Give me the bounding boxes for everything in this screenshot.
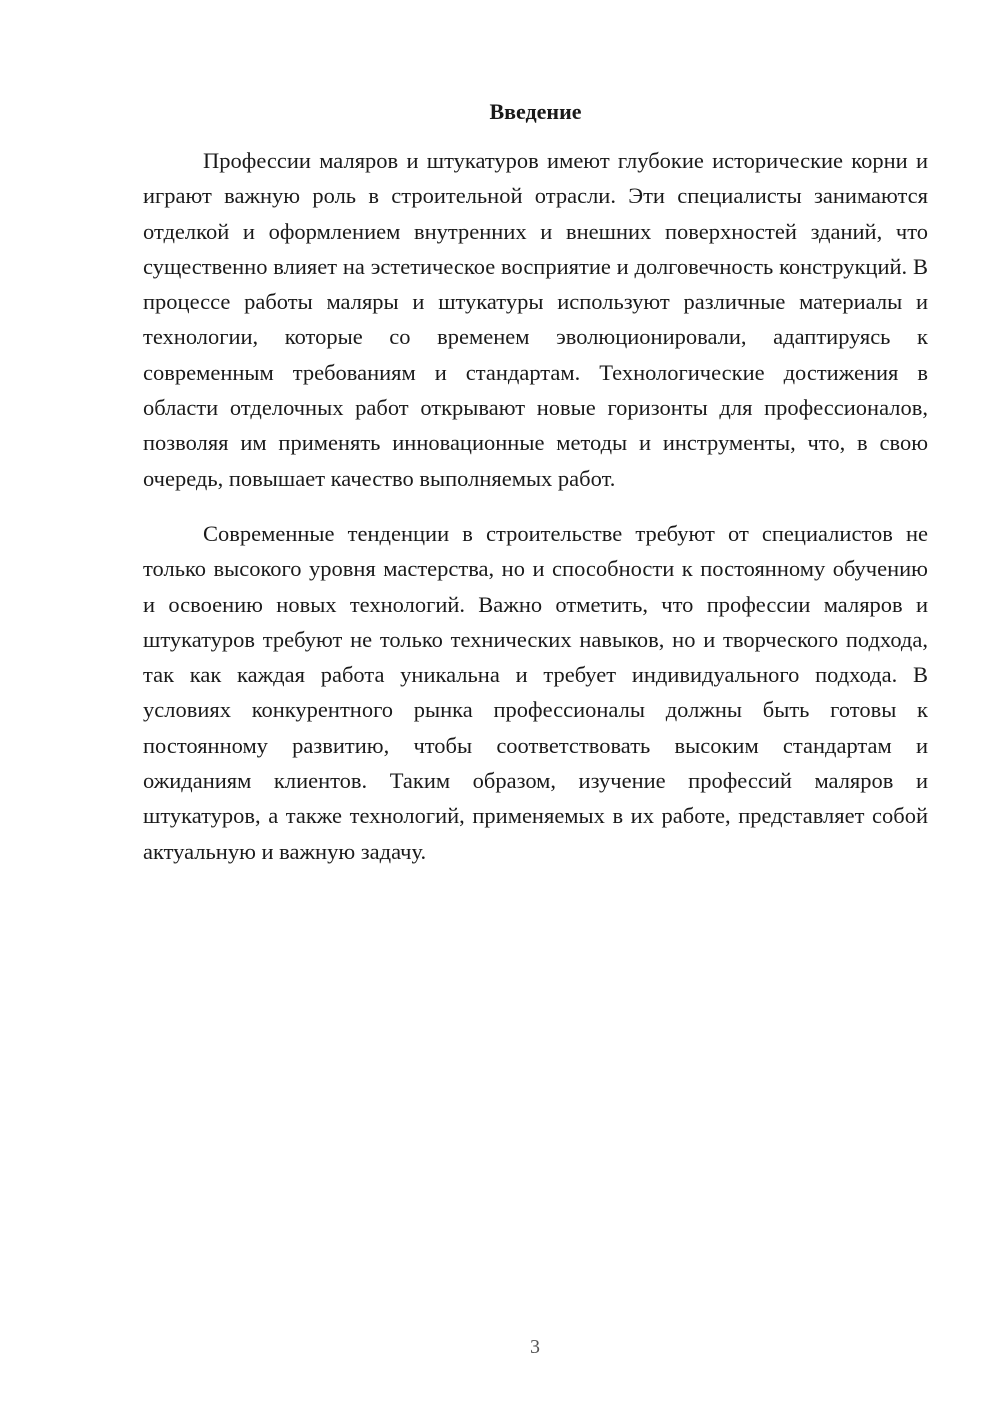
section-title: Введение xyxy=(489,99,582,124)
paragraph-1: Профессии маляров и штукатуров имеют глубокие исторические корни и играют важную роль в строительной отрасли. Эти специалисты занимаются отделкой и оформлением внутренних и внешних поверхностей зданий, что существенно влияет на эстетическое восприятие и долговечность конструкций. В процессе работы маляры и штукатуры используют различные материалы и технологии, которые со временем эволюционировали, адаптируясь к современным требованиям и стандартам. Технологические достижения в области отделочных работ открывают новые горизонты для профессионалов, позволяя им применять инновационные методы и инструменты, что, в свою очередь, повышает качество выполняемых работ. xyxy=(143,148,928,491)
page-number: 3 xyxy=(530,1336,540,1358)
paragraph-2: Современные тенденции в строительстве требуют от специалистов не только высокого уровня мастерства, но и способности к постоянному обучению и освоению новых технологий. Важно отметить, что профессии маляров и штукатуров требуют не только технических навыков, но и творческого подхода, так как каждая работа уникальна и требует индивидуального подхода. В условиях конкурентного рынка профессионалы должны быть готовы к постоянному развитию, чтобы соответствовать высоким стандартам и ожиданиям клиентов. Таким образом, изучение профессий маляров и штукатуров, а также технологий, применяемых в их работе, представляет собой актуальную и важную задачу. xyxy=(143,520,928,864)
body-text xyxy=(143,143,928,869)
